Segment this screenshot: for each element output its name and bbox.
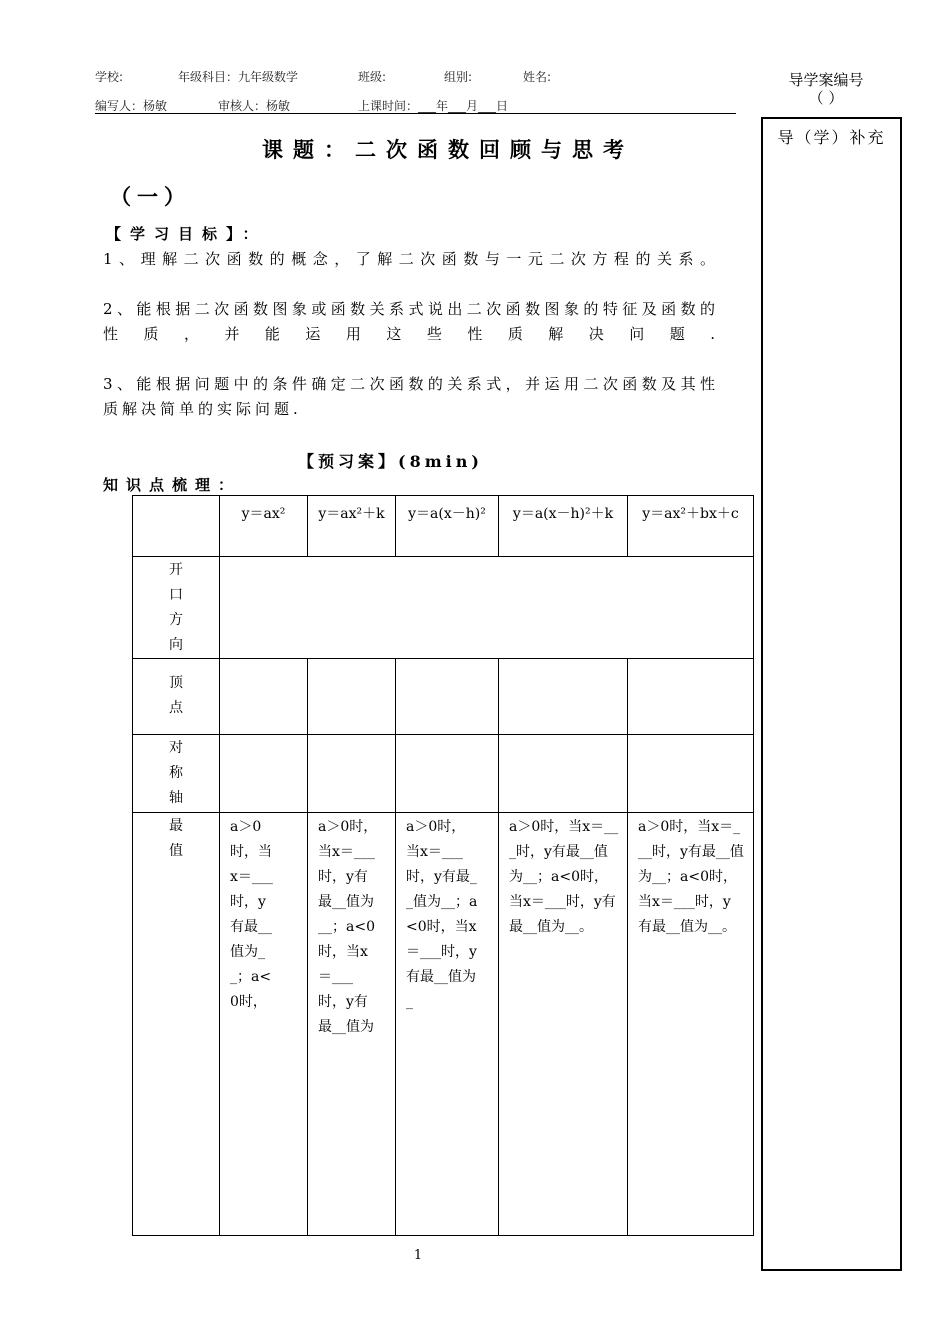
class-label: 班级:: [358, 70, 387, 84]
table-header: y＝ax²＋k: [308, 496, 396, 557]
opening-direction-cell: [220, 557, 754, 659]
group-label: 组别:: [444, 70, 473, 84]
table-cell: [308, 659, 396, 735]
table-cell: [499, 659, 628, 735]
page-title: 课题：二次函数回顾与思考: [262, 137, 634, 162]
table-cell: [396, 735, 499, 813]
table-header: y＝ax²＋bx＋c: [628, 496, 754, 557]
knowledge-heading: 知识点梳理：: [103, 476, 242, 494]
guide-number: 导学案编号 （ ）: [788, 71, 864, 107]
extreme-cell: a＞0时，当x＝___时，y有最__值为__；a<0时，当x＝___时，y有最__值为__。: [628, 813, 754, 1236]
row-label-axis: 对称轴: [133, 735, 220, 813]
page-number: 1: [413, 1248, 423, 1263]
table-cell: [220, 735, 308, 813]
table-corner: [133, 496, 220, 557]
extreme-cell: a＞0时，当x＝___时，y有最__值为__；a<0时，当x＝___时，y有最__值为__。: [499, 813, 628, 1236]
objective-2: 2、能根据二次函数图象或函数关系式说出二次函数图象的特征及函数的性质，并能运用这些性质解决问题.: [103, 300, 719, 343]
preview-heading: 【预习案】(8min): [298, 452, 483, 471]
table-cell: [628, 735, 754, 813]
table-cell: [220, 659, 308, 735]
table-cell: [499, 735, 628, 813]
extreme-cell: a＞0时，当x＝___时，y有最__值为__；a<0时，: [220, 813, 308, 1236]
writer: 编写人：杨敏: [95, 99, 168, 113]
table-header: y＝a(x－h)²: [396, 496, 499, 557]
row-label-extreme: 最值: [133, 813, 220, 1236]
objective-3: 3、能根据问题中的条件确定二次函数的关系式，并运用二次函数及其性质解决简单的实际问题.: [103, 375, 719, 418]
header-divider: [95, 113, 736, 114]
extreme-cell: a＞0时，当x＝___时，y有最__值为__；a<0时，当x＝___时，y有最__值为_: [396, 813, 499, 1236]
knowledge-table: [132, 495, 754, 1236]
name-label: 姓名:: [523, 70, 552, 84]
row-label-vertex: 顶点: [133, 659, 220, 735]
objective-1: 1、理解二次函数的概念，了解二次函数与一元二次方程的关系。: [103, 250, 719, 268]
sidebar-title: 导（学）补充: [777, 128, 886, 147]
objectives-heading: 【学习目标】：: [106, 225, 267, 243]
table-cell: [628, 659, 754, 735]
table-cell: [396, 659, 499, 735]
extreme-cell: a＞0时，当x＝___时，y有最__值为__；a<0时，当x＝___时，y有最__值为: [308, 813, 396, 1236]
notes-sidebar: [761, 117, 902, 1271]
table-header: y＝ax²: [220, 496, 308, 557]
table-cell: [308, 735, 396, 813]
class-time: 上课时间：___年___月___日: [358, 99, 509, 113]
grade-subject: 年级科目：九年级数学: [178, 70, 299, 84]
row-label-opening: 开口方向: [133, 557, 220, 659]
school-label: 学校:: [95, 70, 124, 84]
table-header: y＝a(x－h)²＋k: [499, 496, 628, 557]
page-title-part: （一）: [110, 184, 191, 209]
reviewer: 审核人：杨敏: [218, 99, 291, 113]
